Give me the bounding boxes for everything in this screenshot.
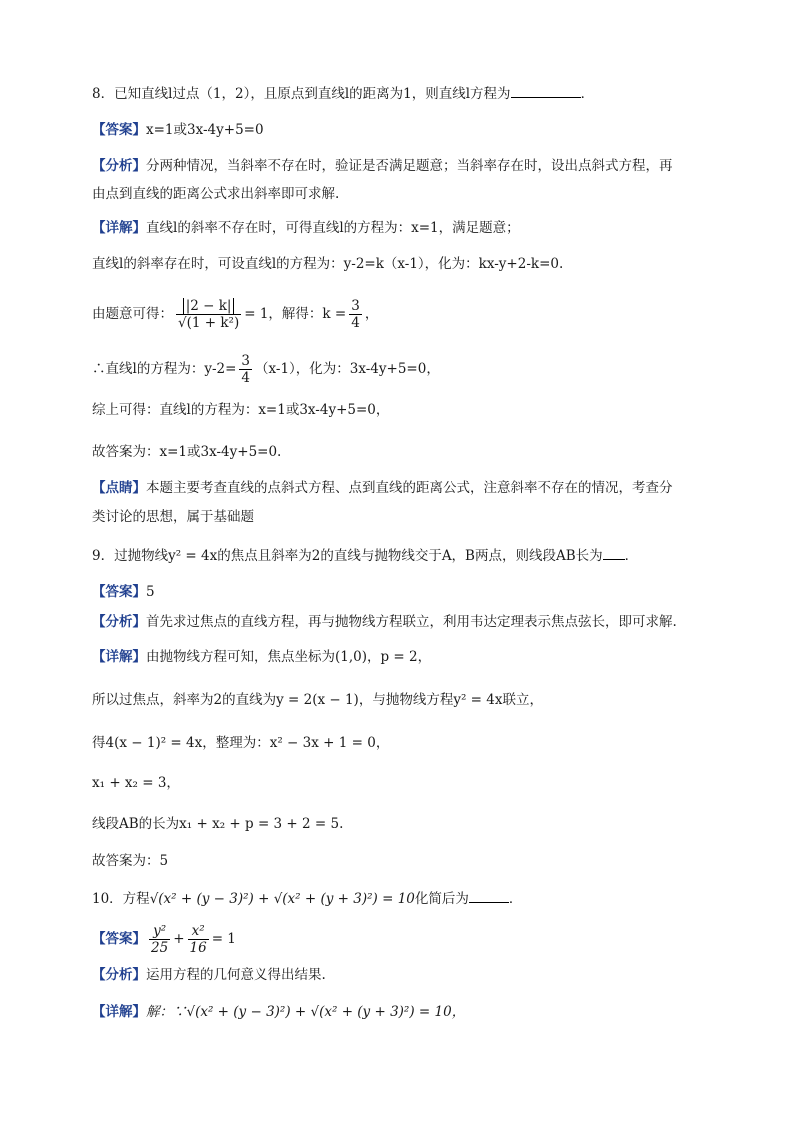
q8-answer [92, 121, 264, 139]
q9-detail-line1 [92, 648, 431, 666]
q8-detail-line4 [92, 352, 440, 386]
q10-analysis [92, 966, 326, 984]
equation-rhs: = 1 [244, 306, 269, 322]
detail-text: 故答案为：5 [92, 853, 169, 869]
q9-detail-line2 [92, 691, 543, 709]
detail-tag: 【详解】 [92, 1004, 146, 1020]
fraction-numerator: y² [149, 923, 170, 940]
ellipse-term-x [188, 923, 209, 956]
q9-detail-line5 [92, 815, 343, 833]
q10-question-text: 10．方程 [92, 891, 150, 907]
answer-blank [469, 889, 509, 903]
slope-fraction [239, 353, 252, 386]
analysis-text: 运用方程的几何意义得出结果. [146, 967, 326, 983]
detail-text: （x-1），化为：3x-4y+5=0， [255, 361, 440, 377]
detail-text: 综上可得：直线l的方程为：x=1或3x-4y+5=0， [92, 402, 390, 418]
fraction-denominator: 4 [351, 315, 360, 331]
detail-text: 直线l的斜率存在时，可设直线l的方程为：y-2=k（x-1），化为：kx-y+2-k=0. [92, 256, 564, 272]
analysis-tag: 【分析】 [92, 967, 146, 983]
detail-text: 由题意可得： [92, 306, 173, 322]
q10-equation: √(x² + (y − 3)²) + √(x² + (y + 3)²) = 10 [149, 891, 415, 907]
detail-text: 直线l的斜率不存在时，可得直线l的方程为：x=1，满足题意； [146, 220, 520, 236]
answer-blank [603, 546, 625, 560]
fraction-denominator: √(1 + k²) [178, 315, 240, 331]
detail-text: ，解得：k = [268, 306, 347, 322]
q8-detail-line6 [92, 443, 281, 461]
q8-detail-line1 [92, 219, 520, 237]
q8-analysis-line2 [92, 185, 339, 203]
q10-answer: 【答案】 $\frac{\text{y²}}{25}$ + $\frac{\text{x²}}{16}$ = 1 [92, 923, 236, 956]
q8-analysis-line1 [92, 157, 673, 175]
detail-text: 解：∵√(x² + (y − 3)²) + √(x² + (y + 3)²) = 10， [146, 1004, 466, 1020]
q10-detail-line1 [92, 1003, 465, 1021]
answer-text: x=1或3x-4y+5=0 [146, 122, 264, 138]
q8-detail-line2 [92, 255, 563, 273]
q9-detail-line3 [92, 734, 389, 752]
detail-text: 得4(x − 1)² = 4x，整理为：x² − 3x + 1 = 0， [92, 735, 390, 751]
q9-analysis [92, 613, 677, 631]
analysis-tag: 【分析】 [92, 158, 146, 174]
q10-question-text: 化简后为 [414, 891, 469, 907]
k-fraction [349, 298, 362, 331]
analysis-tag: 【分析】 [92, 614, 146, 630]
comment-tag: 【点睛】 [92, 480, 146, 496]
q8-comment-line1 [92, 479, 673, 497]
distance-fraction [176, 298, 241, 331]
q9-question: 9．过抛物线y² = 4x的焦点且斜率为2的直线与抛物线交于A，B两点，则线段AB长为 ． [92, 548, 639, 564]
comment-text: 本题主要考查直线的点斜式方程、点到直线的距离公式，注意斜率不存在的情况，考查分 [146, 480, 673, 496]
fraction-numerator: 3 [241, 353, 250, 369]
fraction-numerator: x² [188, 923, 209, 940]
q8-detail-line5 [92, 401, 389, 419]
analysis-text: 首先求过焦点的直线方程，再与抛物线方程联立，利用韦达定理表示焦点弦长，即可求解. [146, 614, 677, 630]
equation-rhs: = 1 [211, 931, 236, 947]
answer-text: 5 [146, 584, 155, 600]
fraction-denominator: 16 [189, 940, 207, 956]
q8-detail-line3: 由题意可得： $\frac{|2 - k|}{\text{√(1 + k²)}}$ = 1，解得：k = $\frac{3}{4}$ ， [92, 298, 379, 331]
detail-text: ∴直线l的方程为：y-2= [92, 361, 237, 377]
ellipse-term-y [149, 923, 170, 956]
answer-tag: 【答案】 [92, 584, 146, 600]
q9-detail-line4 [92, 774, 180, 792]
detail-text: 由抛物线方程可知，焦点坐标为(1,0)，p = 2， [146, 649, 432, 665]
q9-answer [92, 583, 155, 601]
fraction-denominator: 4 [241, 370, 250, 386]
q8-comment-line2 [92, 508, 254, 526]
q8-question: 8．已知直线l过点（1，2），且原点到直线l的距离为1，则直线l方程为 ． [92, 86, 595, 102]
q8-question-text: 8．已知直线l过点（1，2），且原点到直线l的距离为1，则直线l方程为 [92, 86, 511, 102]
detail-tag: 【详解】 [92, 649, 146, 665]
detail-text: 故答案为：x=1或3x-4y+5=0. [92, 444, 282, 460]
fraction-numerator: |2 − k| [183, 298, 235, 314]
detail-text: x₁ + x₂ = 3， [92, 775, 180, 791]
analysis-text: 由点到直线的距离公式求出斜率即可求解. [92, 186, 340, 202]
detail-text: 线段AB的长为x₁ + x₂ + p = 3 + 2 = 5. [92, 816, 344, 832]
detail-text: 所以过焦点，斜率为2的直线为y = 2(x − 1)，与抛物线方程y² = 4x联立， [92, 692, 543, 708]
answer-tag: 【答案】 [92, 122, 146, 138]
fraction-denominator: 25 [151, 940, 169, 956]
comment-text: 类讨论的思想，属于基础题 [92, 509, 254, 525]
answer-blank [511, 84, 581, 98]
analysis-text: 分两种情况，当斜率不存在时，验证是否满足题意；当斜率存在时，设出点斜式方程，再 [146, 158, 673, 174]
q9-detail-line6 [92, 852, 168, 870]
fraction-numerator: 3 [351, 298, 360, 314]
detail-tag: 【详解】 [92, 220, 146, 236]
q9-question-text: 9．过抛物线y² = 4x的焦点且斜率为2的直线与抛物线交于A，B两点，则线段AB长为 [92, 548, 603, 564]
answer-tag: 【答案】 [92, 931, 146, 947]
q10-question: 10．方程√(x² + (y − 3)²) + √(x² + (y + 3)²) = 10化简后为 ． [92, 891, 523, 907]
